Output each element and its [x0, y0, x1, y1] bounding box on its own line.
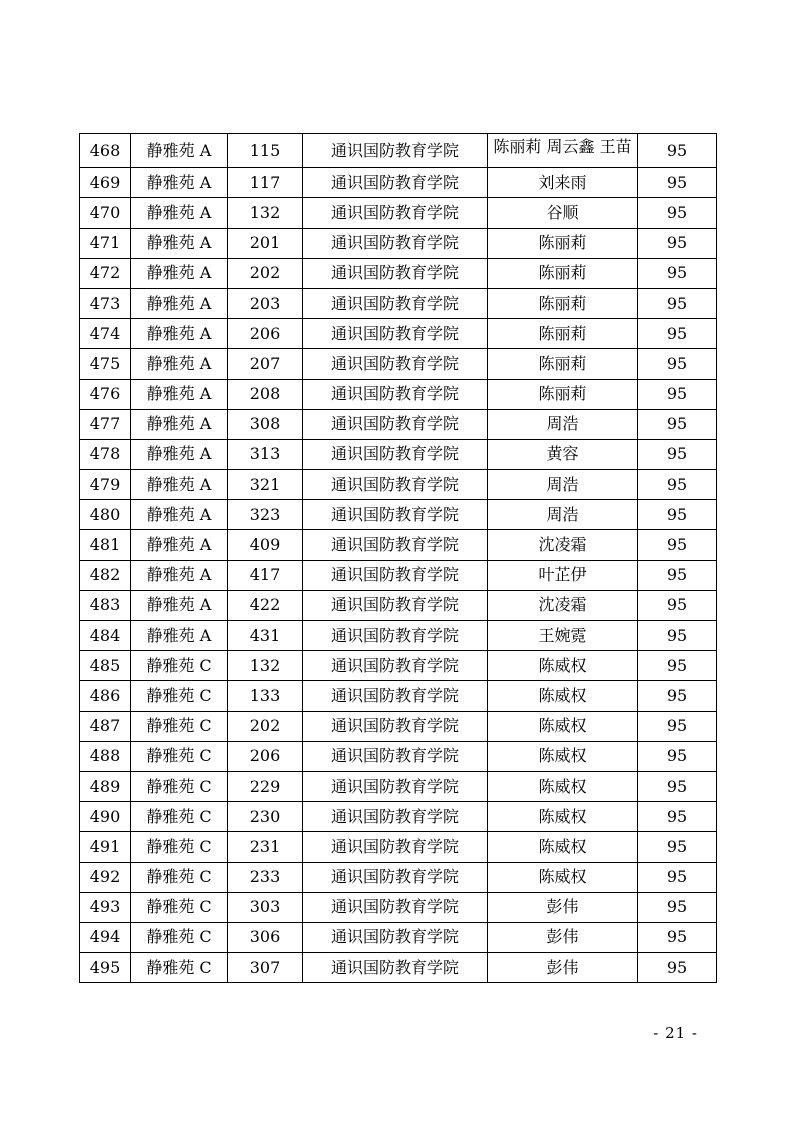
room-number-cell: 201 [228, 228, 303, 258]
college-cell: 通识国防教育学院 [303, 349, 488, 379]
score-cell: 95 [638, 530, 717, 560]
score-cell: 95 [638, 832, 717, 862]
row-number-cell: 486 [80, 681, 131, 711]
teacher-cell: 陈威权 [488, 651, 638, 681]
building-cell: 静雅苑 A [131, 228, 228, 258]
score-cell: 95 [638, 288, 717, 318]
college-cell: 通识国防教育学院 [303, 288, 488, 318]
score-cell: 95 [638, 590, 717, 620]
table-row [80, 651, 717, 681]
college-cell: 通识国防教育学院 [303, 711, 488, 741]
room-number-cell: 229 [228, 771, 303, 801]
teacher-cell: 彭伟 [488, 892, 638, 922]
building-cell: 静雅苑 A [131, 439, 228, 469]
page-number: - 21 - [653, 1024, 698, 1042]
building-cell: 静雅苑 A [131, 288, 228, 318]
college-cell: 通识国防教育学院 [303, 651, 488, 681]
building-cell: 静雅苑 A [131, 530, 228, 560]
college-cell: 通识国防教育学院 [303, 922, 488, 952]
row-number-cell: 488 [80, 741, 131, 771]
score-cell: 95 [638, 134, 717, 168]
college-cell: 通识国防教育学院 [303, 134, 488, 168]
row-number-cell: 471 [80, 228, 131, 258]
building-cell: 静雅苑 C [131, 651, 228, 681]
score-cell: 95 [638, 198, 717, 228]
score-cell: 95 [638, 771, 717, 801]
table-row [80, 168, 717, 198]
room-number-cell: 133 [228, 681, 303, 711]
table-body [80, 134, 717, 983]
score-cell: 95 [638, 681, 717, 711]
college-cell: 通识国防教育学院 [303, 681, 488, 711]
teacher-cell: 陈丽莉 [488, 288, 638, 318]
teacher-cell: 陈威权 [488, 711, 638, 741]
score-cell: 95 [638, 711, 717, 741]
building-cell: 静雅苑 C [131, 741, 228, 771]
building-cell: 静雅苑 A [131, 560, 228, 590]
building-cell: 静雅苑 A [131, 168, 228, 198]
table-row [80, 500, 717, 530]
score-cell: 95 [638, 228, 717, 258]
teacher-cell: 彭伟 [488, 953, 638, 983]
score-cell: 95 [638, 862, 717, 892]
table-row [80, 379, 717, 409]
room-number-cell: 132 [228, 651, 303, 681]
table-row [80, 530, 717, 560]
teacher-cell: 叶芷伊 [488, 560, 638, 590]
row-number-cell: 487 [80, 711, 131, 741]
dormitory-score-table [79, 133, 717, 983]
teacher-cell: 周浩 [488, 470, 638, 500]
teacher-cell: 彭伟 [488, 922, 638, 952]
room-number-cell: 117 [228, 168, 303, 198]
row-number-cell: 489 [80, 771, 131, 801]
score-cell: 95 [638, 258, 717, 288]
room-number-cell: 207 [228, 349, 303, 379]
teacher-cell: 陈丽莉 [488, 258, 638, 288]
teacher-cell: 陈威权 [488, 832, 638, 862]
teacher-cell: 刘来雨 [488, 168, 638, 198]
row-number-cell: 470 [80, 198, 131, 228]
room-number-cell: 321 [228, 470, 303, 500]
row-number-cell: 479 [80, 470, 131, 500]
row-number-cell: 474 [80, 319, 131, 349]
table-row [80, 771, 717, 801]
room-number-cell: 132 [228, 198, 303, 228]
score-cell: 95 [638, 953, 717, 983]
score-cell: 95 [638, 439, 717, 469]
score-cell: 95 [638, 651, 717, 681]
table-row [80, 922, 717, 952]
teacher-cell: 陈威权 [488, 681, 638, 711]
room-number-cell: 233 [228, 862, 303, 892]
room-number-cell: 313 [228, 439, 303, 469]
score-cell: 95 [638, 802, 717, 832]
score-cell: 95 [638, 379, 717, 409]
table-row [80, 134, 717, 168]
score-cell: 95 [638, 470, 717, 500]
table-row [80, 439, 717, 469]
teacher-cell: 陈威权 [488, 771, 638, 801]
table-row [80, 470, 717, 500]
building-cell: 静雅苑 C [131, 771, 228, 801]
table-row [80, 681, 717, 711]
row-number-cell: 480 [80, 500, 131, 530]
room-number-cell: 307 [228, 953, 303, 983]
row-number-cell: 491 [80, 832, 131, 862]
college-cell: 通识国防教育学院 [303, 228, 488, 258]
row-number-cell: 469 [80, 168, 131, 198]
table-row [80, 741, 717, 771]
table-row [80, 953, 717, 983]
row-number-cell: 472 [80, 258, 131, 288]
teacher-cell: 周浩 [488, 409, 638, 439]
college-cell: 通识国防教育学院 [303, 168, 488, 198]
room-number-cell: 206 [228, 741, 303, 771]
college-cell: 通识国防教育学院 [303, 470, 488, 500]
teacher-cell: 沈凌霜 [488, 530, 638, 560]
row-number-cell: 485 [80, 651, 131, 681]
teacher-cell: 陈丽莉 [488, 349, 638, 379]
building-cell: 静雅苑 C [131, 681, 228, 711]
room-number-cell: 431 [228, 621, 303, 651]
building-cell: 静雅苑 A [131, 319, 228, 349]
building-cell: 静雅苑 A [131, 198, 228, 228]
teacher-cell: 陈威权 [488, 862, 638, 892]
building-cell: 静雅苑 A [131, 258, 228, 288]
row-number-cell: 484 [80, 621, 131, 651]
table-row [80, 228, 717, 258]
teacher-cell: 陈丽莉 [488, 228, 638, 258]
row-number-cell: 478 [80, 439, 131, 469]
row-number-cell: 490 [80, 802, 131, 832]
table-row [80, 409, 717, 439]
college-cell: 通识国防教育学院 [303, 409, 488, 439]
score-cell: 95 [638, 560, 717, 590]
room-number-cell: 303 [228, 892, 303, 922]
score-cell: 95 [638, 892, 717, 922]
college-cell: 通识国防教育学院 [303, 771, 488, 801]
score-cell: 95 [638, 500, 717, 530]
row-number-cell: 477 [80, 409, 131, 439]
teacher-cell: 陈丽莉 [488, 319, 638, 349]
table-row [80, 288, 717, 318]
table-row [80, 862, 717, 892]
college-cell: 通识国防教育学院 [303, 953, 488, 983]
row-number-cell: 481 [80, 530, 131, 560]
row-number-cell: 495 [80, 953, 131, 983]
teacher-cell: 沈凌霜 [488, 590, 638, 620]
college-cell: 通识国防教育学院 [303, 560, 488, 590]
teacher-cell: 陈威权 [488, 741, 638, 771]
college-cell: 通识国防教育学院 [303, 590, 488, 620]
teacher-cell: 王婉霓 [488, 621, 638, 651]
room-number-cell: 231 [228, 832, 303, 862]
building-cell: 静雅苑 C [131, 953, 228, 983]
building-cell: 静雅苑 C [131, 802, 228, 832]
table-row [80, 349, 717, 379]
college-cell: 通识国防教育学院 [303, 379, 488, 409]
college-cell: 通识国防教育学院 [303, 802, 488, 832]
room-number-cell: 306 [228, 922, 303, 952]
building-cell: 静雅苑 C [131, 892, 228, 922]
room-number-cell: 417 [228, 560, 303, 590]
score-cell: 95 [638, 349, 717, 379]
row-number-cell: 482 [80, 560, 131, 590]
room-number-cell: 202 [228, 258, 303, 288]
table-row [80, 560, 717, 590]
building-cell: 静雅苑 A [131, 590, 228, 620]
college-cell: 通识国防教育学院 [303, 258, 488, 288]
building-cell: 静雅苑 C [131, 832, 228, 862]
table-row [80, 319, 717, 349]
building-cell: 静雅苑 C [131, 922, 228, 952]
row-number-cell: 475 [80, 349, 131, 379]
score-cell: 95 [638, 922, 717, 952]
row-number-cell: 492 [80, 862, 131, 892]
building-cell: 静雅苑 A [131, 134, 228, 168]
teacher-cell: 周浩 [488, 500, 638, 530]
room-number-cell: 323 [228, 500, 303, 530]
table-row [80, 198, 717, 228]
college-cell: 通识国防教育学院 [303, 621, 488, 651]
score-cell: 95 [638, 168, 717, 198]
row-number-cell: 468 [80, 134, 131, 168]
teacher-cell: 陈丽莉 [488, 379, 638, 409]
building-cell: 静雅苑 A [131, 349, 228, 379]
building-cell: 静雅苑 A [131, 500, 228, 530]
college-cell: 通识国防教育学院 [303, 862, 488, 892]
college-cell: 通识国防教育学院 [303, 741, 488, 771]
row-number-cell: 483 [80, 590, 131, 620]
college-cell: 通识国防教育学院 [303, 892, 488, 922]
college-cell: 通识国防教育学院 [303, 530, 488, 560]
room-number-cell: 409 [228, 530, 303, 560]
room-number-cell: 202 [228, 711, 303, 741]
building-cell: 静雅苑 A [131, 621, 228, 651]
room-number-cell: 206 [228, 319, 303, 349]
table-row [80, 802, 717, 832]
score-cell: 95 [638, 621, 717, 651]
building-cell: 静雅苑 A [131, 409, 228, 439]
room-number-cell: 308 [228, 409, 303, 439]
score-cell: 95 [638, 741, 717, 771]
table-row [80, 621, 717, 651]
room-number-cell: 230 [228, 802, 303, 832]
score-cell: 95 [638, 319, 717, 349]
college-cell: 通识国防教育学院 [303, 319, 488, 349]
teacher-cell: 陈威权 [488, 802, 638, 832]
room-number-cell: 115 [228, 134, 303, 168]
table-row [80, 892, 717, 922]
college-cell: 通识国防教育学院 [303, 500, 488, 530]
row-number-cell: 493 [80, 892, 131, 922]
teacher-cell: 黄容 [488, 439, 638, 469]
room-number-cell: 422 [228, 590, 303, 620]
score-cell: 95 [638, 409, 717, 439]
table-row [80, 832, 717, 862]
table-row [80, 258, 717, 288]
row-number-cell: 476 [80, 379, 131, 409]
room-number-cell: 208 [228, 379, 303, 409]
building-cell: 静雅苑 A [131, 470, 228, 500]
college-cell: 通识国防教育学院 [303, 439, 488, 469]
table-row [80, 590, 717, 620]
college-cell: 通识国防教育学院 [303, 198, 488, 228]
building-cell: 静雅苑 C [131, 711, 228, 741]
row-number-cell: 494 [80, 922, 131, 952]
teacher-cell: 谷顺 [488, 198, 638, 228]
row-number-cell: 473 [80, 288, 131, 318]
table-row [80, 711, 717, 741]
college-cell: 通识国防教育学院 [303, 832, 488, 862]
building-cell: 静雅苑 C [131, 862, 228, 892]
teacher-cell: 陈丽莉 周云鑫 王苗 [488, 134, 638, 168]
room-number-cell: 203 [228, 288, 303, 318]
building-cell: 静雅苑 A [131, 379, 228, 409]
